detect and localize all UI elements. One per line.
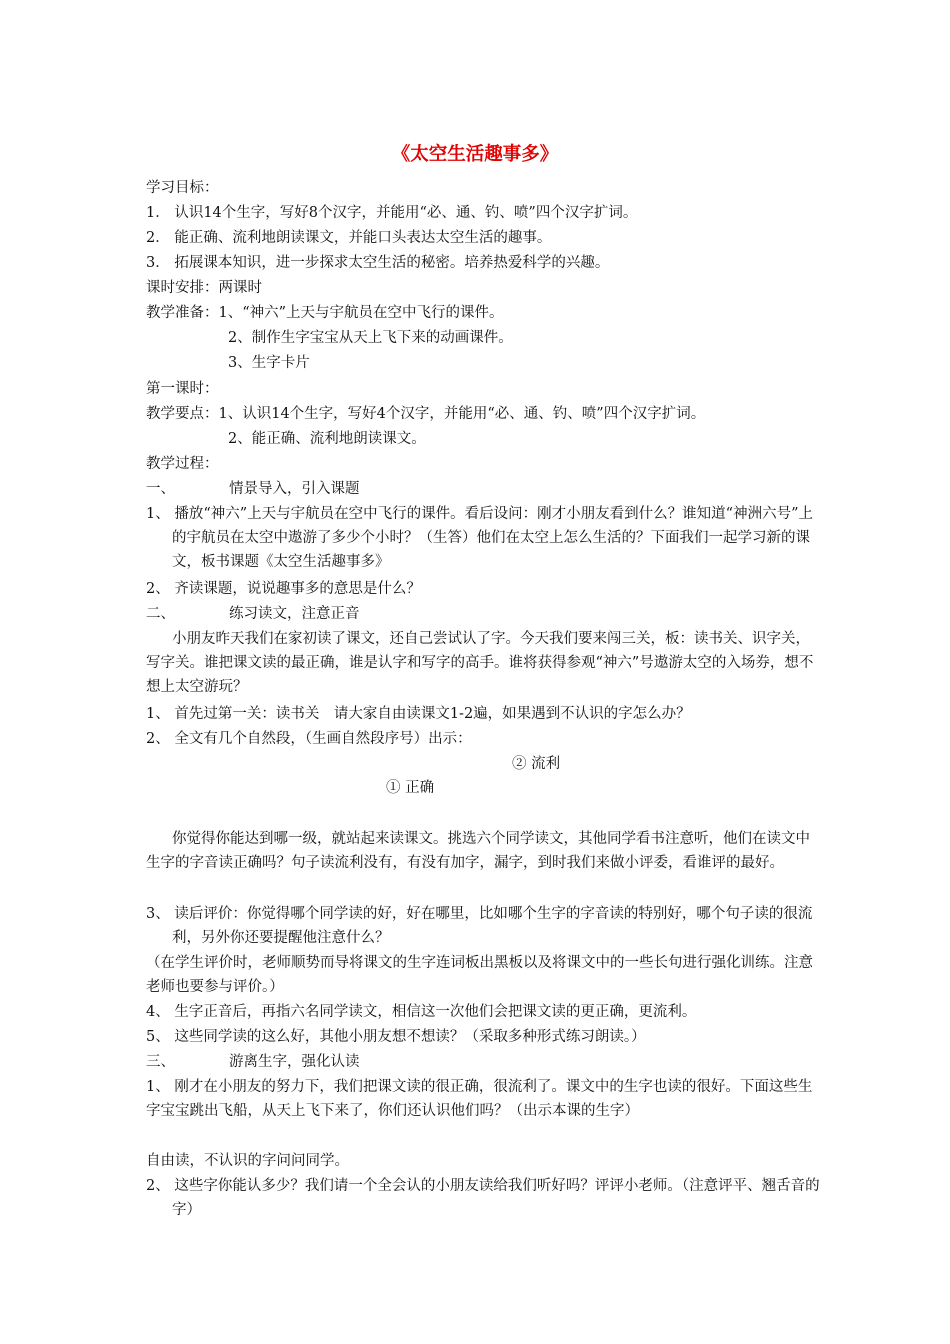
section-3-heading [146,1050,820,1074]
section-2-intro-paragraph: 小朋友昨天我们在家初读了课文，还自己尝试认了字。今天我们要来闯三关，板：读书关、识字关，写字关。谁把课文读的最正确，谁是认字和写字的高手。谁将获得参观“神六”号遨游太空的入场券，想不想上太空游玩？ [146,631,814,695]
section-3-item-1: 1、 刚才在小朋友的努力下，我们把课文读的很正确，很流利了。课文中的生字也读的很好。下面这些生字宝宝跳出飞船，从天上飞下来了，你们还认识他们吗？（出示本课的生字） [146,1079,813,1119]
section-1-number: 一、 [146,481,175,497]
section-2-item-4: 4、 生字正音后，再指六名同学读文，相信这一次他们会把课文读的更正确，更流利。 [146,1004,697,1020]
section-3-number: 三、 [146,1054,175,1070]
key-points-line-2: 2、能正确、流利地朗读课文。 [228,431,426,447]
section-1-title: 情景导入，引入课题 [229,481,360,497]
prep-line-1: 教学准备：1、“神六”上天与宇航员在空中飞行的课件。 [146,305,504,321]
key-points-line-1: 教学要点：1、认识14个生字，写好4个汉字，并能用“必、通、钓、喷”四个汉字扩词。 [146,406,706,422]
reading-instructions-paragraph: 你觉得你能达到哪一级，就站起来读课文。挑选六个同学读文，其他同学看书注意听，他们在读文中生字的字音读正确吗？句子读流利没有，有没有加字，漏字，到时我们来做小评委，看谁评的最好。 [146,831,810,871]
level-2-label: ② 流利 [512,756,561,772]
goal-item-3: 3． 拓展课本知识，进一步探求太空生活的秘密。培养热爱科学的兴趣。 [146,255,610,271]
section-1-item-1: 1、 播放“神六”上天与宇航员在空中飞行的课件。看后设问：刚才小朋友看到什么？谁知道“神洲六号”上的宇航员在太空中遨游了多少个小时？（生答）他们在太空上怎么生活的？下面我们一起学习新的课文，板书课题《太空生活趣事多》 [146,506,813,570]
first-lesson-heading: 第一课时： [146,381,219,397]
section-2-item-1: 1、 首先过第一关：读书关 请大家自由读课文1-2遍，如果遇到不认识的字怎么办？ [146,706,691,722]
section-2-number: 二、 [146,606,175,622]
prep-line-3: 3、生字卡片 [228,355,310,371]
process-heading: 教学过程： [146,456,219,472]
schedule-line: 课时安排：两课时 [146,280,262,296]
teacher-note-paragraph: （在学生评价时，老师顺势而导将课文的生字连词板出黑板以及将课文中的一些长句进行强化训练。注意老师也要参与评价。） [146,955,813,995]
goals-heading: 学习目标： [146,180,219,196]
section-3-title: 游离生字，强化认读 [229,1054,360,1070]
section-2-item-5: 5、 这些同学读的这么好，其他小朋友想不想读？（采取多种形式练习朗读。） [146,1029,646,1045]
goal-item-1: 1． 认识14个生字，写好8个汉字，并能用“必、通、钓、喷”四个汉字扩词。 [146,205,638,221]
section-1-heading [146,477,820,501]
prep-line-2: 2、制作生字宝宝从天上飞下来的动画课件。 [228,330,513,346]
section-3-item-2: 2、 这些字你能认多少？我们请一个全会认的小朋友读给我们听好吗？评评小老师。（注意评平、翘舌音的字） [146,1178,820,1218]
section-3-free-reading: 自由读，不认识的字问问同学。 [146,1153,349,1169]
section-1-item-2: 2、 齐读课题，说说趣事多的意思是什么？ [146,581,421,597]
section-2-heading [146,602,820,626]
section-2-title: 练习读文，注意正音 [229,606,360,622]
section-2-item-2: 2、 全文有几个自然段，（生画自然段序号）出示： [146,731,472,747]
level-1-label: ① 正确 [386,780,435,796]
section-2-item-3: 3、 读后评价：你觉得哪个同学读的好，好在哪里，比如哪个生字的字音读的特别好，哪个句子读的很流利，另外你还要提醒他注意什么？ [146,906,813,946]
document-title: 《太空生活趣事多》 [391,144,559,165]
goal-item-2: 2． 能正确、流利地朗读课文，并能口头表达太空生活的趣事。 [146,230,552,246]
